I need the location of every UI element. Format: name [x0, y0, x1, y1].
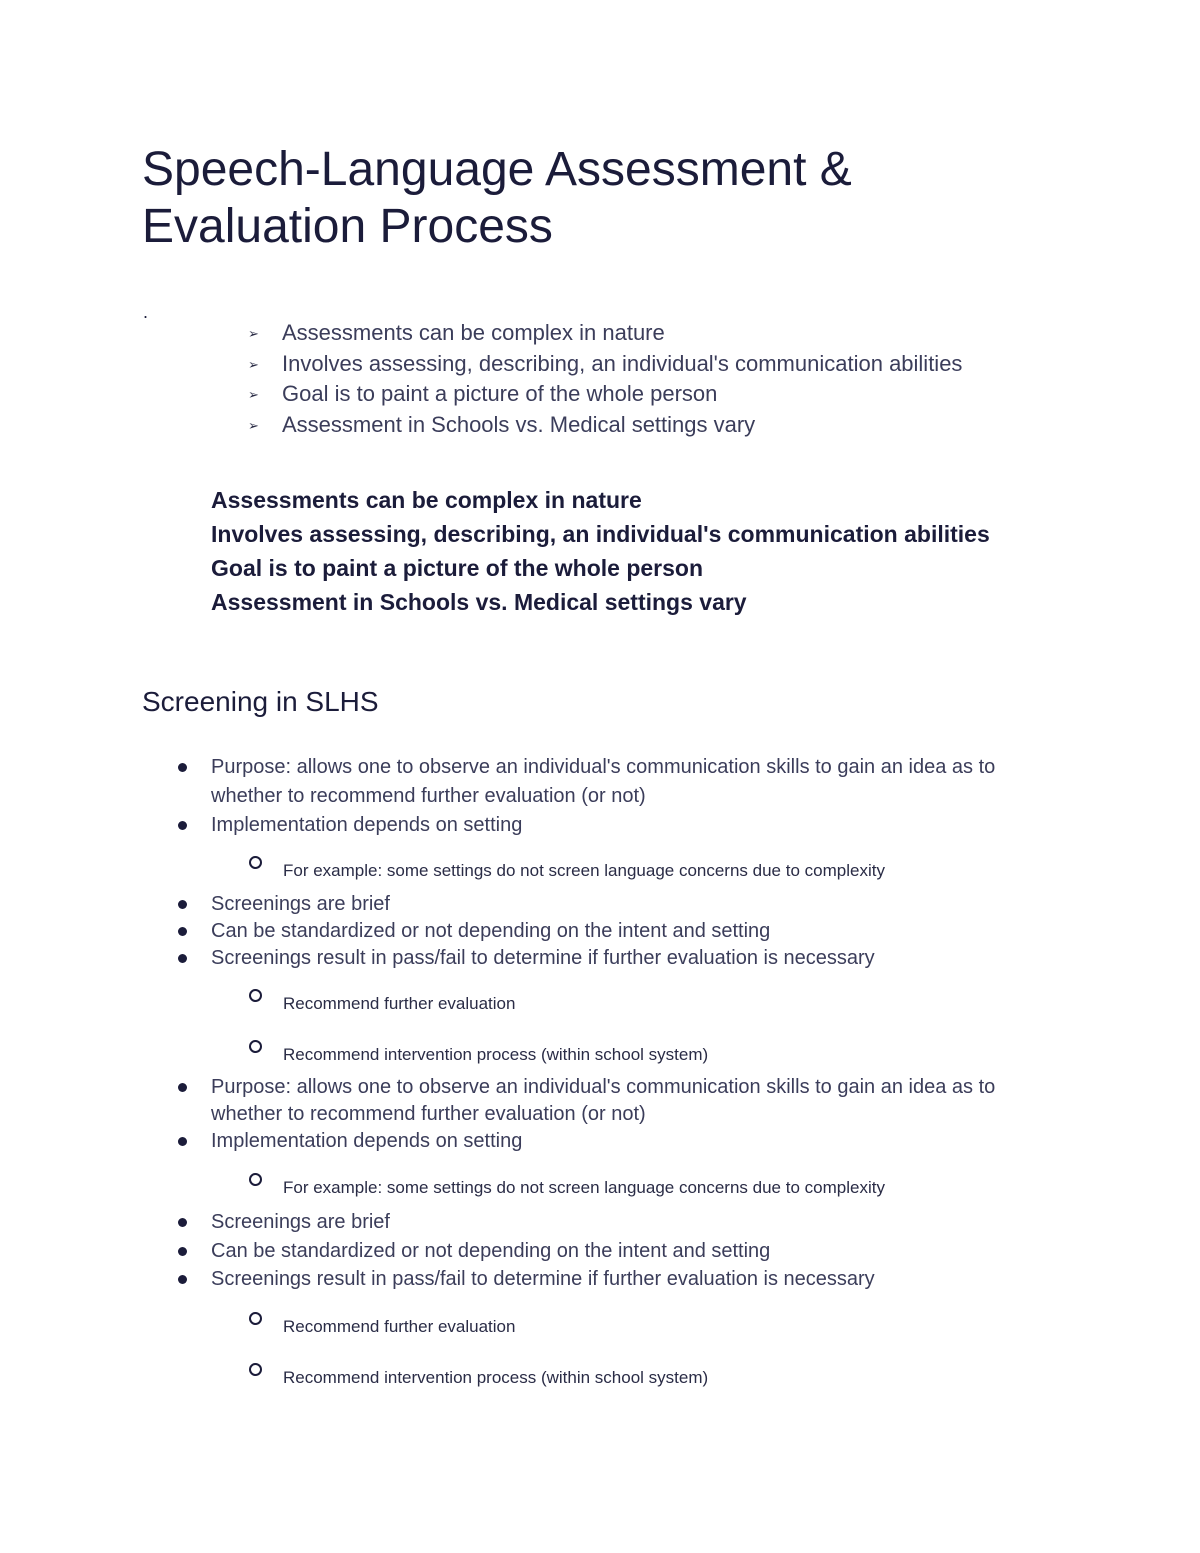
bullet-dot-icon [178, 1137, 187, 1146]
sub-item-text: Recommend intervention process (within school system) [283, 1045, 709, 1064]
bullet-text: Purpose: allows one to observe an individual's communication skills to gain an idea as to [211, 1076, 996, 1098]
arrow-bullet-icon: ➢ [248, 356, 259, 372]
bullet-text: Can be standardized or not depending on the intent and setting [211, 920, 771, 942]
page-title: Speech-Language Assessment & Evaluation Process [142, 143, 852, 253]
bullet-text: Implementation depends on setting [211, 814, 523, 836]
intro-bold-block [211, 483, 990, 619]
bullet-text: Implementation depends on setting [211, 1130, 523, 1152]
bullet-text: Screenings are brief [211, 893, 390, 915]
bullet-dot-icon [178, 1218, 187, 1227]
arrow-item-text: Assessment in Schools vs. Medical settings vary [282, 411, 756, 437]
arrow-bullet-icon: ➢ [248, 417, 259, 433]
arrow-bullet-icon: ➢ [248, 387, 259, 402]
hollow-circle-icon [249, 989, 262, 1002]
bullet-dot-icon [178, 954, 187, 963]
arrow-item-text: Involves assessing, describing, an individual's communication abilities [282, 350, 963, 376]
sub-item-text: Recommend further evaluation [283, 994, 516, 1013]
bullet-dot-icon [178, 1247, 187, 1256]
bullet-text: whether to recommend further evaluation (or not) [211, 1103, 646, 1125]
bullet-dot-icon [178, 821, 187, 830]
hollow-circle-icon [249, 1363, 262, 1376]
bullet-text: whether to recommend further evaluation (or not) [211, 785, 646, 807]
bullet-text: Purpose: allows one to observe an individual's communication skills to gain an idea as to [211, 756, 996, 778]
bold-line: Assessments can be complex in nature [211, 487, 642, 513]
sub-item-text: Recommend intervention process (within school system) [283, 1368, 709, 1387]
hollow-circle-icon [249, 1312, 262, 1325]
arrow-bullet-icon: ➢ [248, 326, 259, 341]
stray-dot: . [143, 302, 149, 322]
bullet-dot-icon [178, 763, 187, 772]
sub-item-text: For example: some settings do not screen language concerns due to complexity [283, 861, 885, 880]
bullet-dot-icon [178, 927, 187, 936]
bullet-dot-icon [178, 1083, 187, 1092]
bold-line: Assessment in Schools vs. Medical settings vary [211, 589, 747, 615]
section-heading-screening: Screening in SLHS [142, 686, 379, 717]
hollow-circle-icon [249, 1173, 262, 1186]
bullet-dot-icon [178, 900, 187, 909]
bullet-text: Screenings result in pass/fail to determine if further evaluation is necessary [211, 1268, 875, 1290]
bullet-text: Screenings result in pass/fail to determine if further evaluation is necessary [211, 947, 875, 969]
hollow-circle-icon [249, 1040, 262, 1053]
sub-item-text: For example: some settings do not screen language concerns due to complexity [283, 1178, 885, 1197]
bold-line: Goal is to paint a picture of the whole person [211, 555, 703, 581]
bullet-text: Can be standardized or not depending on the intent and setting [211, 1240, 771, 1262]
bold-line: Involves assessing, describing, an individual's communication abilities [211, 521, 990, 547]
bullet-text: Screenings are brief [211, 1211, 390, 1233]
hollow-circle-icon [249, 856, 262, 869]
arrow-item-text: Goal is to paint a picture of the whole person [282, 381, 718, 406]
arrow-item-text: Assessments can be complex in nature [282, 320, 665, 345]
sub-item-text: Recommend further evaluation [283, 1317, 516, 1336]
bullet-dot-icon [178, 1275, 187, 1284]
